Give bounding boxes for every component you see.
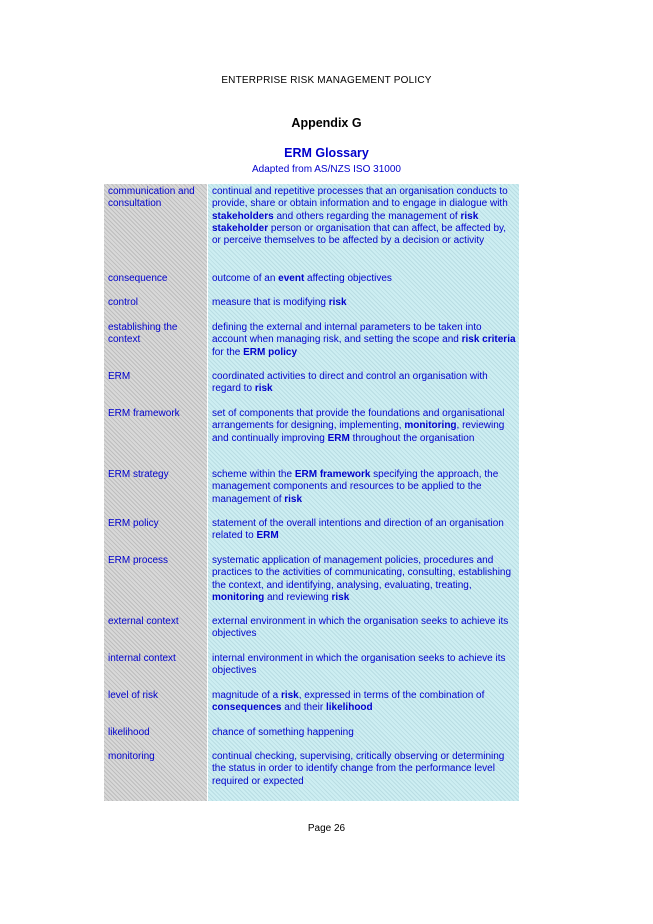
definition-text: coordinated activities to direct and control an organisation with regard to bbox=[212, 371, 488, 395]
glossary-term-reference: monitoring bbox=[404, 420, 457, 432]
definition-text: specifying the approach, the management components and resources to be applied to the management of bbox=[212, 469, 499, 505]
definition-text: set of components that provide the foundations and organisational arrangements for designing, implementing, bbox=[212, 408, 505, 432]
definition-text: person or organisation that can affect, be affected by, or perceive themselves to be affected by a decision or activity bbox=[212, 222, 507, 247]
glossary-definition bbox=[212, 186, 517, 247]
definition-text: and reviewing bbox=[264, 591, 332, 603]
definition-text: , reviewing and continually improving bbox=[212, 420, 505, 444]
definition-text: outcome of an bbox=[212, 273, 279, 284]
glossary-term: establishing the context bbox=[108, 322, 178, 346]
glossary-term: ERM bbox=[108, 371, 131, 382]
definition-text: , expressed in terms of the combination of bbox=[298, 690, 485, 701]
glossary-definition bbox=[212, 469, 517, 506]
glossary-term: ERM policy bbox=[108, 518, 159, 529]
definition-text: magnitude of a bbox=[212, 690, 281, 701]
glossary-term-reference: risk bbox=[254, 383, 273, 395]
glossary-term: external context bbox=[108, 616, 179, 627]
glossary-term: ERM strategy bbox=[108, 469, 169, 480]
glossary-term-reference: stakeholders bbox=[212, 210, 274, 222]
glossary-term-reference: risk bbox=[331, 591, 350, 603]
glossary-term: level of risk bbox=[108, 690, 159, 701]
glossary-definition bbox=[212, 297, 517, 309]
glossary-definition bbox=[212, 273, 517, 285]
glossary-definition bbox=[212, 616, 517, 641]
glossary-term-reference: risk bbox=[284, 493, 303, 505]
glossary-definition bbox=[212, 371, 517, 396]
glossary-subtitle: Adapted from AS/NZS ISO 31000 bbox=[252, 164, 401, 175]
definition-text: defining the external and internal parameters to be taken into account when managing risk, and setting the scope and bbox=[212, 322, 482, 346]
definition-text: and their bbox=[281, 702, 326, 714]
glossary-definition bbox=[212, 518, 517, 543]
glossary-term-reference: ERM framework bbox=[294, 469, 371, 480]
page-number: Page 26 bbox=[307, 823, 346, 834]
glossary-term: ERM process bbox=[108, 555, 169, 566]
glossary-term: ERM framework bbox=[108, 408, 180, 419]
glossary-term-reference: ERM bbox=[256, 530, 279, 542]
definition-text: for the bbox=[212, 346, 244, 358]
glossary-term-reference: consequences bbox=[212, 702, 282, 714]
glossary-table bbox=[104, 184, 519, 801]
glossary-term-reference: likelihood bbox=[325, 702, 373, 714]
glossary-term: likelihood bbox=[108, 727, 150, 738]
definition-text: scheme within the bbox=[212, 469, 295, 480]
definition-text: external environment in which the organisation seeks to achieve its objectives bbox=[212, 616, 509, 640]
glossary-term-reference: risk bbox=[328, 297, 347, 308]
glossary-definition bbox=[212, 408, 517, 445]
glossary-term: communication and consultation bbox=[108, 186, 195, 210]
definition-text: continual and repetitive processes that an organisation conducts to provide, share or obtain information and to engage in dialogue with bbox=[212, 186, 508, 210]
glossary-term-reference: ERM bbox=[327, 432, 350, 444]
appendix-title: Appendix G bbox=[291, 116, 362, 130]
definition-text: chance of something happening bbox=[212, 727, 354, 738]
definition-text: measure that is modifying bbox=[212, 297, 329, 308]
definition-text: internal environment in which the organisation seeks to achieve its objectives bbox=[212, 653, 506, 677]
glossary-term: consequence bbox=[108, 273, 168, 284]
glossary-definition bbox=[212, 690, 517, 715]
glossary-term-reference: ERM policy bbox=[243, 346, 298, 358]
glossary-term-reference: risk stakeholder bbox=[212, 210, 479, 234]
glossary-definition bbox=[212, 653, 517, 678]
glossary-definition bbox=[212, 322, 517, 359]
definition-text: throughout the organisation bbox=[349, 432, 475, 444]
glossary-term-reference: event bbox=[278, 273, 305, 284]
glossary-definition bbox=[212, 751, 517, 788]
glossary-definition bbox=[212, 727, 517, 739]
glossary-term-reference: monitoring bbox=[212, 591, 265, 603]
glossary-definition bbox=[212, 555, 517, 604]
definition-text: systematic application of management policies, procedures and practices to the activities of communicating, consulting, establishing the context, and identifying, analysing, evaluating, treating, bbox=[212, 555, 512, 591]
glossary-title: ERM Glossary bbox=[284, 146, 369, 160]
document-header: ENTERPRISE RISK MANAGEMENT POLICY bbox=[221, 75, 432, 86]
definition-text: continual checking, supervising, critically observing or determining the status in order to identify change from the performance level required or expected bbox=[212, 751, 505, 787]
glossary-term-reference: risk bbox=[280, 690, 299, 701]
definition-text: and others regarding the management of bbox=[273, 210, 461, 222]
definition-text: statement of the overall intentions and direction of an organisation related to bbox=[212, 518, 504, 542]
glossary-term-reference: risk criteria bbox=[461, 334, 516, 346]
glossary-term: monitoring bbox=[108, 751, 155, 762]
glossary-term: internal context bbox=[108, 653, 176, 664]
glossary-term: control bbox=[108, 297, 139, 308]
definition-text: affecting objectives bbox=[304, 273, 392, 284]
